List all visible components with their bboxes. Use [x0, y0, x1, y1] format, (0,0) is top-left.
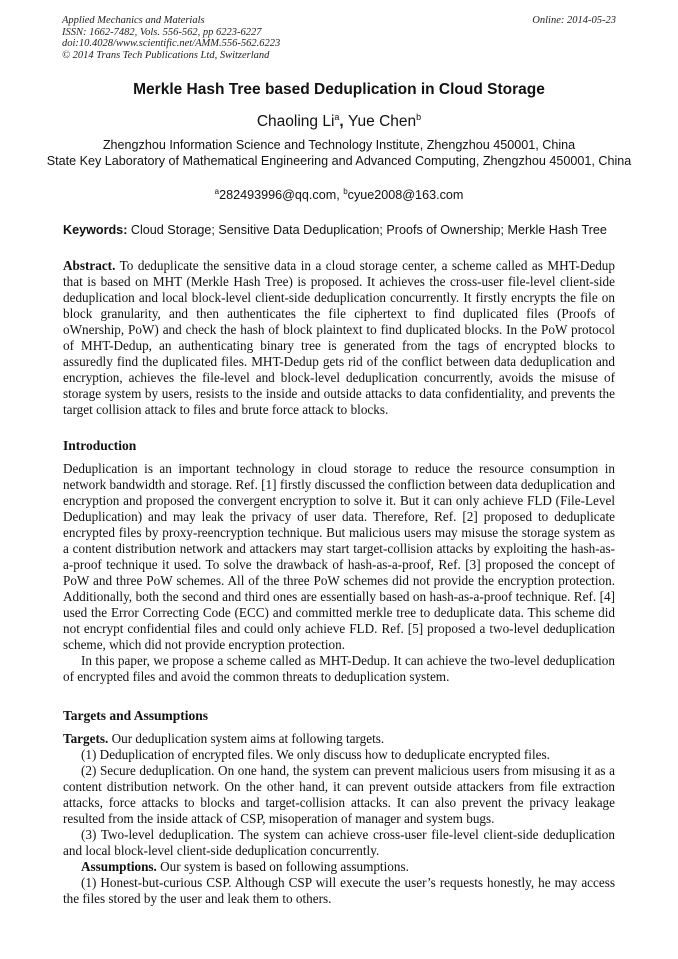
assumptions-intro: Our system is based on following assumptions.	[156, 859, 409, 874]
assumption-item-1: (1) Honest-but-curious CSP. Although CSP will execute the user’s requests honestly, he may access the files stored by the user and leak them to others.	[63, 875, 615, 906]
online-date: Online: 2014-05-23	[532, 15, 616, 26]
keywords	[63, 223, 623, 237]
introduction-para-1: Deduplication is an important technology in cloud storage to reduce the resource consumption in network bandwidth and storage. Ref. [1] firstly discussed the confliction between data deduplication and encryption and proposed the convergent encryption to solve it. But it can only achieve FLD (File-Level Deduplication) and may leak the privacy of user data. Therefore, Ref. [2] proposed to deduplicate encrypted files by proxy-reencryption technique. But malicious users may misuse the storage system as a content distribution network and attackers may start target-collision attacks by exploiting the hash-as-a-proof technique it used. To solve the drawback of hash-as-a-proof, Ref. [3] proposed the concept of PoW and three PoW schemes. All of the three PoW schemes did not provide the encryption protection. Additionally, both the second and third ones are essentially based on hash-as-a-proof technique. Ref. [4] used the Error Correcting Code (ECC) and committed merkle tree to deduplicate data. This scheme did not encrypt confidential files and could only achieve FLD. Ref. [5] proposed a two-level deduplication scheme, which did not provide encryption protection.	[63, 461, 615, 652]
targets-intro: Our deduplication system aims at following targets.	[108, 731, 385, 746]
affiliations	[40, 137, 638, 169]
author-2: Yue Chen	[348, 113, 417, 131]
author-1: Chaoling Li	[256, 113, 335, 131]
doi-line: doi:10.4028/www.scientific.net/AMM.556-562.6223	[62, 38, 281, 49]
introduction-para-2: In this paper, we propose a scheme called as MHT-Dedup. It can achieve the two-level deduplication of encrypted files and avoid the common threats to deduplication system.	[63, 653, 615, 684]
affiliation-2: State Key Laboratory of Mathematical Engineering and Advanced Computing, Zhengzhou 450001, China	[46, 154, 632, 168]
keywords-text: Cloud Storage; Sensitive Data Deduplication; Proofs of Ownership; Merkle Hash Tree	[127, 223, 607, 237]
author-2-sup: b	[416, 112, 422, 122]
abstract-text: To deduplicate the sensitive data in a cloud storage center, a scheme called as MHT-Dedup that is based on MHT (Merkle Hash Tree) is proposed. It achieves the cross-user file-level client-side deduplication and local block-level client-side deduplication concurrently. It firstly encrypts the file on block granularity, and then authenticates the file ciphertext to find duplicated files (Proofs of oWnership, PoW) and check the hash of block plaintext to find duplicated blocks. In the PoW protocol of MHT-Dedup, an authenticating binary tree is generated from the tags of encrypted blocks to assuredly find the duplicated files. MHT-Dedup gets rid of the conflict between data deduplication and encryption, achieves the file-level and block-level deduplication concurrently, avoids the misuse of storage system by users, resists to the inside and outside attacks to data confidentiality, and prevents the target collision attack to files and brute force attack to blocks.	[63, 258, 615, 417]
targets-label: Targets.	[63, 731, 109, 746]
keywords-label: Keywords:	[63, 223, 128, 237]
journal-name: Applied Mechanics and Materials	[62, 15, 205, 26]
author-line	[40, 112, 638, 131]
target-item-2: (2) Secure deduplication. On one hand, the system can prevent malicious users from misusing it as a content distribution network. On the other hand, it can prevent outside attackers from file extraction attacks, force attacks to blocks and target-collision attacks. It can also prevent the privacy leakage resulted from the inside attack of CSP, misoperation of manager and system bugs.	[63, 763, 615, 826]
targets-heading: Targets and Assumptions	[63, 708, 209, 723]
email-b-sup: b	[343, 187, 348, 196]
targets-body	[63, 731, 615, 907]
abstract	[63, 258, 615, 418]
issn-line: ISSN: 1662-7482, Vols. 556-562, pp 6223-6227	[62, 26, 262, 38]
email-a-sup: a	[214, 187, 220, 196]
affiliation-1: Zhengzhou Information Science and Technology Institute, Zhengzhou 450001, China	[102, 138, 576, 152]
target-item-1: (1) Deduplication of encrypted files. We only discuss how to deduplicate encrypted files.	[81, 747, 550, 762]
email-line	[40, 187, 638, 202]
journal-header	[62, 15, 616, 61]
abstract-label: Abstract.	[63, 258, 116, 273]
target-item-3: (3) Two-level deduplication. The system can achieve cross-user file-level client-side deduplication and local block-level client-side deduplication concurrently.	[63, 827, 615, 858]
assumptions-label: Assumptions.	[81, 859, 157, 874]
author-separator: ,	[339, 113, 349, 131]
introduction-heading: Introduction	[63, 438, 137, 453]
copyright-line: © 2014 Trans Tech Publications Ltd, Switzerland	[62, 49, 270, 61]
email-b: cyue2008@163.com	[347, 188, 464, 203]
author-1-sup: a	[334, 112, 340, 122]
email-a: 282493996@qq.com,	[219, 188, 344, 203]
paper-title: Merkle Hash Tree based Deduplication in Cloud Storage	[133, 81, 545, 98]
introduction-body	[63, 461, 615, 685]
